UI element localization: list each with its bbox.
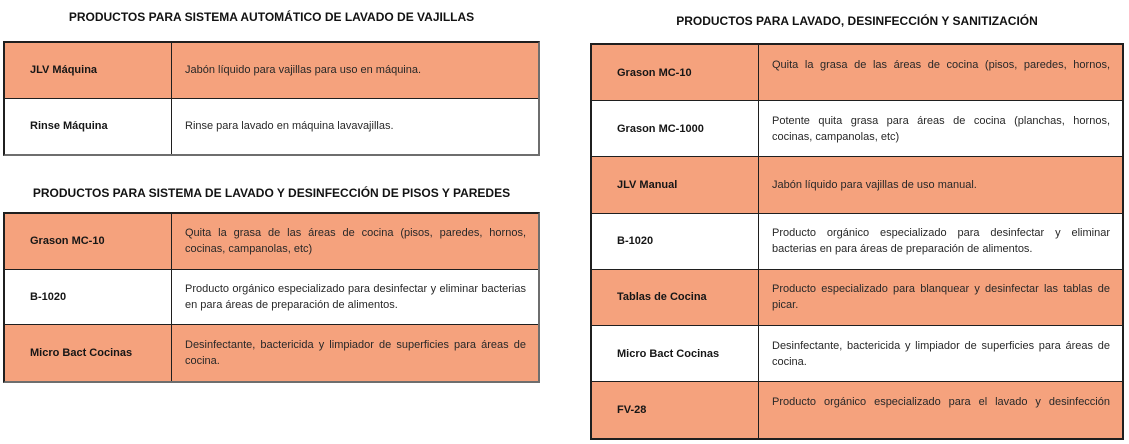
product-description: Jabón líquido para vajillas de uso manual. xyxy=(772,178,977,191)
product-name-cell xyxy=(5,99,172,155)
product-name: Micro Bact Cocinas xyxy=(30,346,133,359)
section-title-wash-disinfect-sanitize: PRODUCTOS PARA LAVADO, DESINFECCIÓN Y SANITIZACIÓN xyxy=(676,14,1038,28)
section-title-floors-walls: PRODUCTOS PARA SISTEMA DE LAVADO Y DESINFECCIÓN DE PISOS Y PAREDES xyxy=(32,186,511,200)
table-wash-disinfect-sanitize xyxy=(590,43,1124,440)
product-description: Quita la grasa de las áreas de cocina (pisos, paredes, hornos, cocinas, campanolas, etc) xyxy=(185,227,526,256)
product-description: Producto orgánico especializado para el lavado y desinfección xyxy=(772,396,1110,409)
product-name-cell xyxy=(592,326,759,381)
product-name-cell xyxy=(592,382,759,438)
product-name-cell xyxy=(592,101,759,156)
table-row xyxy=(5,325,538,381)
table-row xyxy=(592,214,1122,270)
product-name-cell xyxy=(592,157,759,212)
product-name-cell xyxy=(592,214,759,269)
table-row xyxy=(592,270,1122,326)
table-row xyxy=(5,270,538,326)
table-floors-walls xyxy=(3,212,540,383)
table-row xyxy=(592,45,1122,101)
product-description-cell xyxy=(172,270,538,325)
product-description: Producto especializado para blanquear y desinfectar las tablas de picar. xyxy=(772,283,1110,312)
product-description-cell xyxy=(759,326,1122,381)
product-name: Tablas de Cocina xyxy=(617,291,707,304)
product-description: Potente quita grasa para áreas de cocina (planchas, hornos, cocinas, campanolas, etc) xyxy=(772,114,1110,143)
product-name: Rinse Máquina xyxy=(30,120,108,133)
product-description: Desinfectante, bactericida y limpiador de superficies para áreas de cocina. xyxy=(772,339,1110,368)
product-description: Quita la grasa de las áreas de cocina (pisos, paredes, hornos, xyxy=(772,58,1110,71)
product-name: Grason MC-10 xyxy=(30,235,105,248)
table-row xyxy=(5,43,538,99)
product-name: JLV Máquina xyxy=(30,64,98,77)
right-column xyxy=(590,0,1124,444)
product-name: B-1020 xyxy=(617,235,654,248)
product-name: FV-28 xyxy=(617,404,647,417)
table-row xyxy=(592,157,1122,213)
product-description-cell xyxy=(759,382,1122,438)
product-name-cell xyxy=(592,270,759,325)
product-description-cell xyxy=(759,157,1122,212)
product-description-cell xyxy=(172,43,538,98)
product-name: Grason MC-10 xyxy=(617,66,692,79)
product-description: Rinse para lavado en máquina lavavajillas. xyxy=(185,120,394,133)
product-name-cell xyxy=(592,45,759,100)
product-name-cell xyxy=(5,43,172,98)
product-description-cell xyxy=(759,270,1122,325)
product-description: Producto orgánico especializado para desinfectar y eliminar bacterias en para áreas de preparación de alimentos. xyxy=(772,227,1110,256)
table-dishwashing-auto xyxy=(3,41,540,156)
product-name-cell xyxy=(5,270,172,325)
product-description-cell xyxy=(759,101,1122,156)
product-description-cell xyxy=(759,45,1122,100)
table-row xyxy=(592,326,1122,382)
product-name: B-1020 xyxy=(30,290,67,303)
product-name: Micro Bact Cocinas xyxy=(617,347,720,360)
table-row xyxy=(592,101,1122,157)
product-description: Producto orgánico especializado para desinfectar y eliminar bacterias en para áreas de preparación de alimentos. xyxy=(185,282,526,311)
product-description-cell xyxy=(172,214,538,269)
product-description: Desinfectante, bactericida y limpiador de superficies para áreas de cocina. xyxy=(185,338,526,367)
product-description: Jabón líquido para vajillas para uso en máquina. xyxy=(185,64,422,77)
product-description-cell xyxy=(172,99,538,155)
left-column xyxy=(3,0,540,444)
product-name-cell xyxy=(5,214,172,269)
table-row xyxy=(592,382,1122,438)
product-name: JLV Manual xyxy=(617,178,678,191)
product-name-cell xyxy=(5,325,172,381)
section-title-dishwashing-auto: PRODUCTOS PARA SISTEMA AUTOMÁTICO DE LAVADO DE VAJILLAS xyxy=(68,10,475,24)
product-name: Grason MC-1000 xyxy=(617,122,704,135)
product-description-cell xyxy=(172,325,538,381)
product-description-cell xyxy=(759,214,1122,269)
table-row xyxy=(5,99,538,155)
table-row xyxy=(5,214,538,270)
